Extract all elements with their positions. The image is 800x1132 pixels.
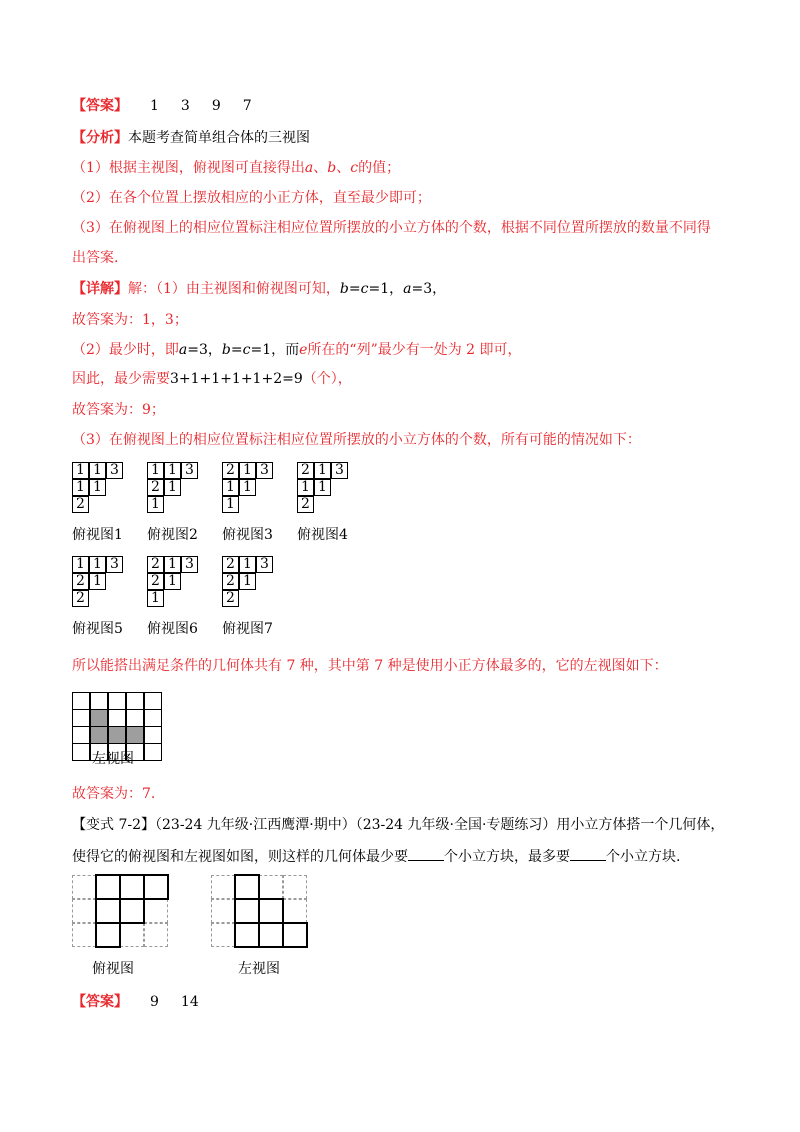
dashed-grid-cell [72, 899, 96, 923]
answer-value: 9 [150, 994, 159, 1010]
detail-tag: 【详解】 [72, 281, 128, 297]
left-view-cell [72, 743, 90, 761]
top-view-caption: 俯视图1 [72, 527, 123, 543]
answer-value: 14 [180, 994, 199, 1010]
top-view-caption: 俯视图2 [147, 527, 198, 543]
answer-blank [408, 846, 444, 861]
grid-cell: 1 [239, 462, 256, 479]
top-view-caption: 俯视图6 [147, 621, 198, 637]
detail-line-8: 故答案为：7. [72, 786, 156, 802]
left-view-cell [144, 709, 162, 727]
dashed-grid-cell [72, 875, 96, 899]
solid-cube-cell [119, 898, 145, 924]
dashed-grid-cell [211, 899, 235, 923]
solid-cube-cell [234, 922, 260, 948]
grid-cell: 2 [72, 590, 89, 607]
grid-cell: 1 [147, 496, 164, 513]
grid-cell: 1 [222, 479, 239, 496]
left-view-cell [72, 692, 90, 710]
detail-line-5: 故答案为：9； [72, 402, 165, 418]
solid-cube-cell [95, 922, 121, 948]
grid-cell: 1 [72, 479, 89, 496]
analysis-p3a: （3）在俯视图上的相应位置标注相应位置所摆放的小立方体的个数，根据不同位置所摆放的数量不同得 [72, 220, 711, 236]
grid-cell: 1 [239, 479, 256, 496]
variant-line-2: 使得它的俯视图和左视图如图，则这样的几何体最少要 个小立方块，最多要 个小立方块. [72, 846, 680, 867]
answer-line-1 [72, 96, 252, 116]
analysis-p2: （2）在各个位置上摆放相应的小正方体，直至最少即可； [72, 190, 431, 206]
left-view-cell [126, 692, 144, 710]
left-view-cell [108, 692, 126, 710]
solid-cube-cell [95, 898, 121, 924]
answer-tag: 【答案】 [72, 994, 128, 1010]
left-view-caption: 左视图 [92, 751, 134, 767]
left-view-cell [144, 743, 162, 761]
grid-cell: 3 [331, 462, 348, 479]
grid-cell: 1 [222, 496, 239, 513]
solid-cube-cell [258, 898, 284, 924]
grid-cell: 2 [72, 573, 89, 590]
top-view-caption: 俯视图3 [222, 527, 273, 543]
left-view-cell-filled [108, 726, 126, 744]
grid-cell: 1 [239, 556, 256, 573]
dashed-grid-cell [72, 923, 96, 947]
left-view-cell [126, 709, 144, 727]
grid-cell: 2 [222, 556, 239, 573]
dashed-grid-cell [144, 899, 168, 923]
left-view-cell [108, 709, 126, 727]
top-view-caption: 俯视图7 [222, 621, 273, 637]
solid-cube-cell [234, 898, 260, 924]
grid-cell: 1 [297, 479, 314, 496]
dashed-grid-cell [283, 875, 307, 899]
grid-cell: 1 [164, 462, 181, 479]
dashed-grid-cell [120, 923, 144, 947]
grid-cell: 1 [147, 462, 164, 479]
grid-cell: 2 [147, 573, 164, 590]
grid-cell: 2 [147, 479, 164, 496]
grid-cell: 2 [297, 496, 314, 513]
grid-cell: 1 [314, 479, 331, 496]
analysis-tag: 【分析】 [72, 130, 128, 146]
grid-cell: 1 [72, 556, 89, 573]
dashed-grid-cell [211, 923, 235, 947]
detail-line-2: 故答案为：1，3； [72, 312, 188, 328]
solid-cube-cell [119, 874, 145, 900]
answer-value: 7 [242, 98, 252, 114]
grid-cell: 2 [222, 590, 239, 607]
detail-line-3: （2）最少时，即a=3，b=c=1，而e所在的“列”最少有一处为 2 即可， [72, 342, 522, 358]
grid-cell: 3 [256, 462, 273, 479]
grid-cell: 1 [89, 573, 106, 590]
grid-cell: 1 [89, 462, 106, 479]
solid-cube-cell [143, 874, 169, 900]
left-view-cell-filled [126, 726, 144, 744]
grid-cell: 2 [222, 573, 239, 590]
solid-cube-cell [95, 874, 121, 900]
answer-value: 9 [211, 98, 221, 114]
grid-cell: 1 [72, 462, 89, 479]
dashed-grid-cell [211, 875, 235, 899]
grid-cell: 3 [256, 556, 273, 573]
grid-cell: 1 [314, 462, 331, 479]
detail-line-6: （3）在俯视图上的相应位置标注相应位置所摆放的小立方体的个数，所有可能的情况如下： [72, 432, 641, 448]
left-view-cell-filled [90, 709, 108, 727]
left-view-cell [72, 726, 90, 744]
grid-cell: 1 [164, 573, 181, 590]
dashed-grid-cell [283, 899, 307, 923]
variant-left-caption: 左视图 [238, 961, 280, 977]
top-view-caption: 俯视图5 [72, 621, 123, 637]
grid-cell: 1 [89, 556, 106, 573]
variant-top-caption: 俯视图 [92, 961, 134, 977]
grid-cell: 2 [222, 462, 239, 479]
detail-line-1: 【详解】解：（1）由主视图和俯视图可知，b=c=1，a=3， [72, 281, 447, 297]
grid-cell: 2 [297, 462, 314, 479]
grid-cell: 1 [147, 590, 164, 607]
analysis-p3b: 出答案. [72, 250, 119, 266]
left-view-cell [72, 709, 90, 727]
solid-cube-cell [282, 922, 308, 948]
detail-line-4: 因此，最少需要3+1+1+1+1+2=9（个）， [72, 371, 352, 387]
grid-cell: 2 [72, 496, 89, 513]
grid-cell: 3 [181, 556, 198, 573]
top-view-caption: 俯视图4 [297, 527, 348, 543]
left-view-cell [144, 726, 162, 744]
detail-line-7: 所以能搭出满足条件的几何体共有 7 种，其中第 7 种是使用小正方体最多的，它的左视图如下： [72, 658, 668, 674]
solid-cube-cell [258, 922, 284, 948]
grid-cell: 1 [239, 573, 256, 590]
dashed-grid-cell [259, 875, 283, 899]
analysis-p1: （1）根据主视图，俯视图可直接得出a、b、c的值； [72, 160, 401, 176]
grid-cell: 1 [164, 556, 181, 573]
grid-cell: 1 [89, 479, 106, 496]
grid-cell: 2 [147, 556, 164, 573]
grid-cell: 3 [181, 462, 198, 479]
left-view-cell-filled [90, 726, 108, 744]
dashed-grid-cell [144, 923, 168, 947]
grid-cell: 1 [164, 479, 181, 496]
grid-cell: 3 [106, 556, 123, 573]
variant-tag: 【变式 7-2】 [72, 817, 155, 833]
answer-blank [570, 846, 606, 861]
answer-line-2 [72, 992, 199, 1012]
left-view-cell [144, 692, 162, 710]
answer-value: 3 [180, 98, 190, 114]
solid-cube-cell [234, 874, 260, 900]
answer-tag: 【答案】 [72, 98, 128, 114]
grid-cell: 3 [106, 462, 123, 479]
variant-line-1: 【变式 7-2】（23-24 九年级·江西鹰潭·期中）（23-24 九年级·全国·专题练习）用小立方体搭一个几何体， [72, 817, 725, 833]
left-view-cell [90, 692, 108, 710]
answer-value: 1 [150, 98, 159, 114]
analysis-title: 【分析】本题考查简单组合体的三视图 [72, 130, 310, 146]
